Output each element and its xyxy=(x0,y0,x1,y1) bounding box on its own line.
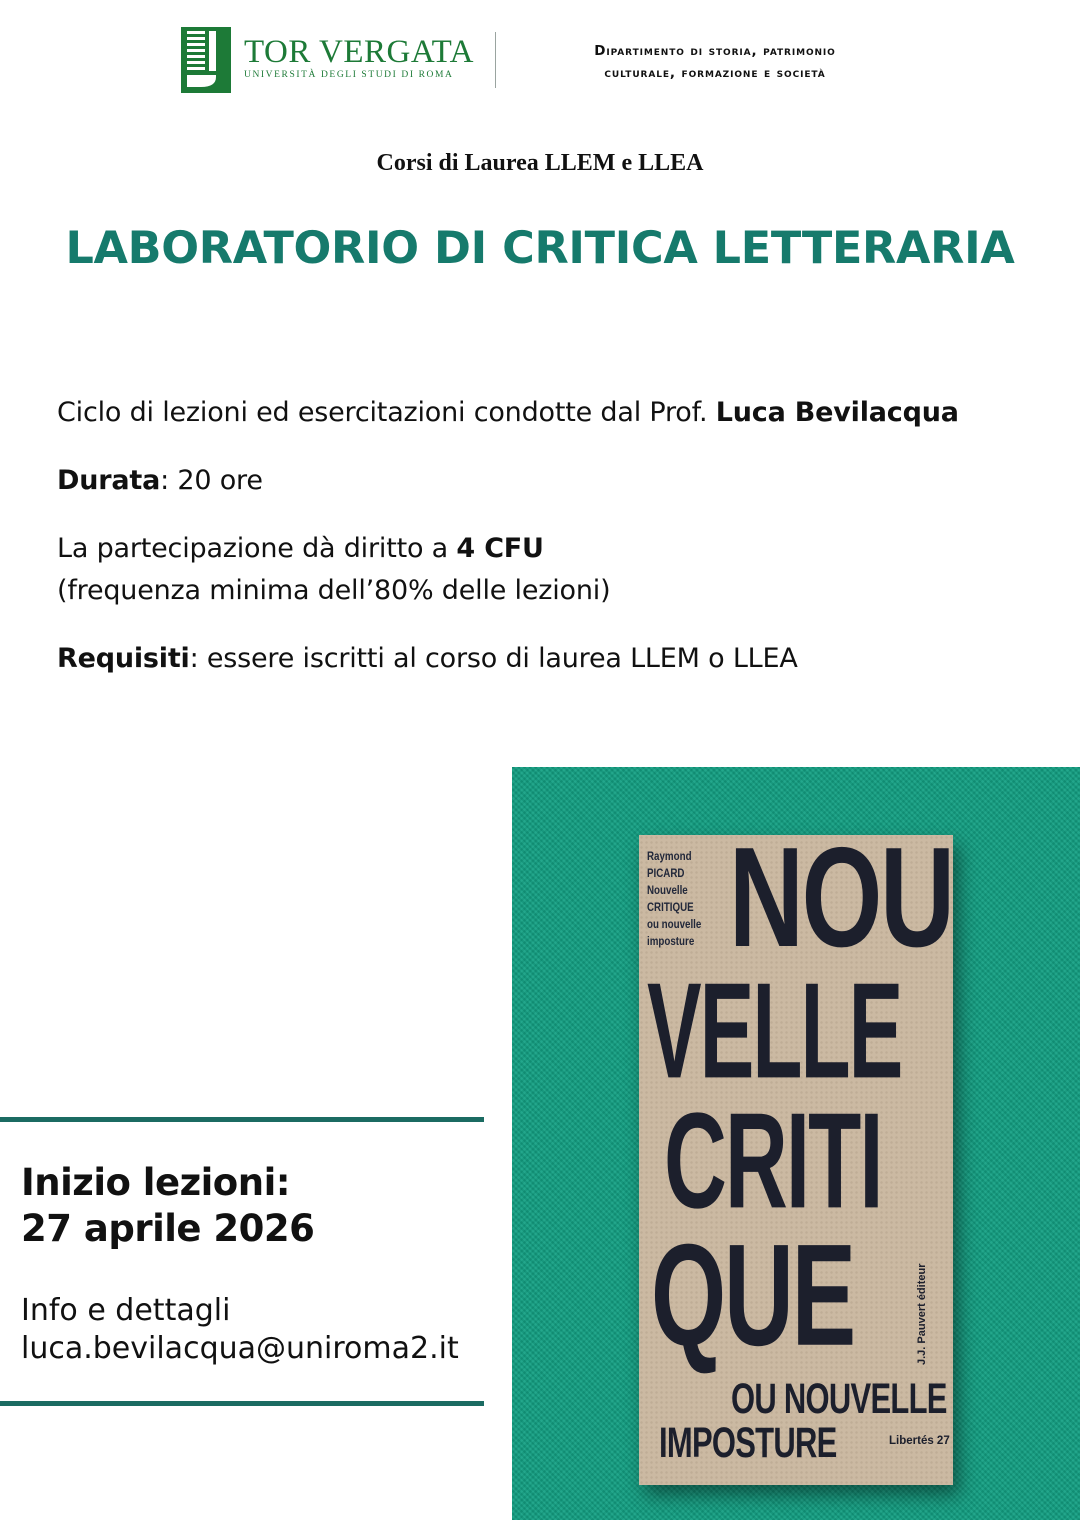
divider-bottom xyxy=(0,1401,484,1406)
attendance-note: (frequenza minima dell’80% delle lezioni) xyxy=(57,575,611,606)
university-logo-icon xyxy=(181,27,231,93)
credits-value: 4 CFU xyxy=(456,533,544,564)
department-line-1: Dipartimento di storia, patrimonio xyxy=(594,43,836,59)
book-title-line-4: QUE xyxy=(651,1214,855,1377)
cycle-line xyxy=(57,392,959,434)
book-title-line-3: CRITI xyxy=(664,1084,882,1237)
start-date: 27 aprile 2026 xyxy=(21,1207,315,1250)
book-title-line-1: NOU xyxy=(729,835,953,977)
credits-text: La partecipazione dà diritto a xyxy=(57,533,457,564)
divider-top xyxy=(0,1117,484,1122)
duration-line xyxy=(57,460,263,502)
university-name: TOR VERGATA xyxy=(244,34,474,70)
department-name xyxy=(520,40,910,84)
degree-courses: Corsi di Laurea LLEM e LLEA xyxy=(376,150,704,176)
duration-label: Durata xyxy=(57,465,161,496)
professor-name: Luca Bevilacqua xyxy=(715,397,959,428)
contact-email[interactable]: luca.bevilacqua@uniroma2.it xyxy=(21,1331,459,1366)
book-subtitle-line-1: OU NOUVELLE xyxy=(731,1375,947,1423)
book-title-line-2: VELLE xyxy=(647,954,902,1107)
book-publisher: J.J. Pauvert éditeur xyxy=(916,1263,928,1365)
requirements-value: : essere iscritti al corso di laurea LLEM o LLEA xyxy=(189,643,798,674)
contact-label: Info e dettagli xyxy=(21,1293,231,1328)
header-divider xyxy=(495,32,496,88)
university-subtitle: UNIVERSITÀ DEGLI STUDI DI ROMA xyxy=(244,70,454,80)
book-photo xyxy=(512,767,1080,1520)
book-subtitle-line-2: IMPOSTURE xyxy=(659,1419,837,1467)
start-label: Inizio lezioni: xyxy=(21,1161,291,1204)
requirements-line xyxy=(57,638,798,680)
book-series: Libertés 27 xyxy=(889,1435,950,1447)
cycle-text: Ciclo di lezioni ed esercitazioni condotte dal Prof. xyxy=(57,397,716,428)
book-author-block: Raymond PICARD Nouvelle CRITIQUE ou nouvelle imposture xyxy=(647,851,702,948)
credits-line xyxy=(57,528,544,570)
duration-value: : 20 ore xyxy=(160,465,263,496)
book-cover xyxy=(639,835,953,1485)
department-line-2: culturale, formazione e società xyxy=(604,65,826,81)
page-title: LABORATORIO DI CRITICA LETTERARIA xyxy=(65,223,1015,274)
requirements-label: Requisiti xyxy=(57,643,190,674)
